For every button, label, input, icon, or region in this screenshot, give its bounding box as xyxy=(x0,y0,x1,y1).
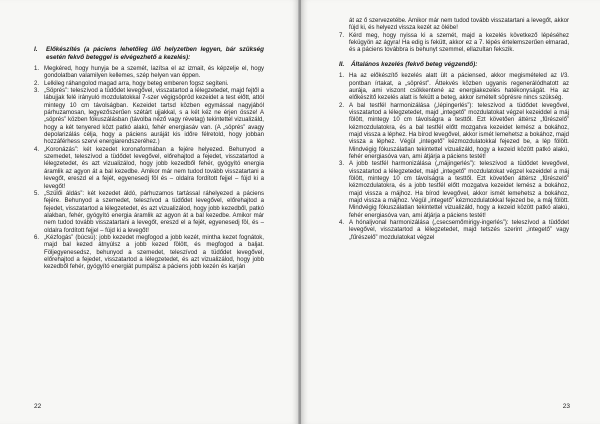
list-item xyxy=(339,103,569,162)
item-text: Lelkileg ráhangolod magad arra, hogy beteg emberen fogsz segíteni. xyxy=(44,80,229,87)
item-text: Megkéred, hogy hunyja be a szemét, lazítsa el az izmait, és képzelje el, hogy gondolatban valamilyen kellemes, szép helyen van éppen. xyxy=(44,66,264,80)
page-number-right: 23 xyxy=(562,403,570,410)
left-step-list xyxy=(34,66,264,272)
item-text: „Szülői áldás”: két kezedet áldó, párhuzamos tartással ráhelyezed a páciens fejére. Behunyod a szemedet, teleszívod a tüdődet levegővel, előrehajtod a fejedet, visszatartod a lélegzetedet, és azt vizualizálod, hogy jobb kezedből, patkó alakban, fehér, gyógyító energia áramlik az agyon át a bal kezedbe. Amikor már nem tudod tovább visszatartani a levegőt, ereszd el a fejét, egyenesedj föl, és – oldalra fordított fejjel – fújd ki a levegőt! xyxy=(44,190,264,234)
item-number: 7. xyxy=(339,32,345,39)
list-item xyxy=(34,66,264,81)
list-item xyxy=(339,161,569,220)
list-item xyxy=(34,191,264,235)
continuation-paragraph: át az ő szervezetébe. Amikor már nem tudod tovább visszatartani a levegőt, akkor fújd ki, és helyezd vissza kezét az ölébe! xyxy=(349,18,569,32)
section-number: I. xyxy=(34,46,38,53)
section-heading-1 xyxy=(34,46,264,61)
item-text: „Kézfogás” (búcsú): jobb kezedet megfogod a jobb kezét, mintha kezet fognátok, majd bal kezed átnyúlsz a jobb kezed fölött, és megfogod a baljat. Följegyenesedsz, behunyod a szemedet, teleszívod a tüdődet levegővel, előrehajtod a fejedet, visszatartod a lélegzetedet, és azt vizualizálod, hogy jobb kezedből fehér, gyógyító energiát pumpálsz a páciens jobb kezén és karján xyxy=(44,234,264,271)
section-title: Előkészítés (a páciens lehetőleg ülő helyzetben legyen, bár szükség esetén fekvő beteggel is elvégezhető a kezelés): xyxy=(46,46,264,61)
item-text: Kérd meg, hogy nyissa ki a szemét, majd a kezelés következő lépéséhez fekügyön az ágyra! Ha edig is fekütt, akkor ez a 7. lépés értelemszerűen elmarad, és a páciens továbbra is behunyt szemmel, ellazultan fekszik. xyxy=(349,32,569,54)
item-number: 1. xyxy=(34,66,40,72)
list-item xyxy=(339,220,569,242)
item-number: 1. xyxy=(339,73,345,80)
item-text: „Koronázás”: két kezedet koronaformában a fejére helyezed. Behunyod a szemedet, teleszívod a tüdődet levegővel, előrehajtod a fejedet, visszatartod a lélegzetedet, és azt vizualizálod, hogy jobb kezedből fehér, gyógyító energia áramlik az agyon át a bal kezedbe. Amikor már nem tudod tovább visszatartani a levegőt, ereszd el a fejét, egyenesedj föl és – oldalra fordított fejjel – fújd ki a levegőt! xyxy=(44,146,264,190)
section-heading-2 xyxy=(339,61,569,69)
item-number: 4. xyxy=(34,146,40,153)
item-text: Ha az előkészítő kezelés alatt ült a páciensed, akkor megismételed az I/3. pontban írtakat, a „söprést”. Áttekvés közben ugyanis regenerálódhatott az aurája, ami viszont csökkentené az energiakezelés hatékonyságát. Ha az előkészítő kezelés alatt is fekütt a beteg, akkor ismételt söprésre nincs szükség. xyxy=(349,73,569,102)
section-title: Általános kezelés (fekvő beteg végzendő): xyxy=(351,60,478,68)
item-number: 2. xyxy=(339,102,345,109)
list-item xyxy=(34,235,264,272)
list-item xyxy=(339,73,569,102)
right-step-list-a xyxy=(339,33,569,55)
item-number: 3. xyxy=(34,88,40,95)
item-text: A jobb testfél harmonizálása („májingerlés”): teleszívod a tüdődet levegővel, visszatartod a lélegzetedet, majd „integető” mozdulatokat végzel kezeiddel a máj fölött, mintegy 10 cm távolságra a testtől. Ezt követően áttérsz „fűrészelő” kézmozdulatokra, és a jobb testfél előtt mozgatva kezeidet lemész a bokához, majd vissza a májhoz. Ha bírod levegővel, akkor ismét lemehetsz a bokához, majd vissza a májhoz. Végül „integető” kézmozdulatokkal fejezed be, a máj fölött. Mindvégig fókuszálatlan tekintettel vizualizáld, hogy a kezeid között patkó alakú, fehér energiasóva van, ami átjárja a páciens testét! xyxy=(349,161,569,219)
item-number: 3. xyxy=(339,161,345,168)
left-page xyxy=(0,0,299,424)
list-item xyxy=(34,81,264,88)
section-number: II. xyxy=(339,60,345,68)
item-number: 4. xyxy=(339,220,345,227)
list-item xyxy=(34,88,264,147)
item-number: 6. xyxy=(34,234,40,241)
list-item xyxy=(34,147,264,191)
item-number: 2. xyxy=(34,80,40,87)
left-text-column xyxy=(34,46,264,272)
item-text: A bal testfél harmonizálása („lépingerlés”): teleszívod a tüdődet levegővel, visszatartod a lélegzetedet, majd „integető” mozdulatokat végzel kezeiddel a máj fölött, mintegy 10 cm távolságra a testtől. Ezt követően áttérsz „fűrészelő” kézmozdulatokra, és a bal testfél előtt mozgatva kezeidet lemész a bokához, majd vissza a léphez. Ha bírod levegővel, akkor ismét lemehetsz a bokához, majd vissza a léphez. Végül „integető” kézmozdulatokkal fejezed be, a lép fölött. Mindvégig fókuszálatlan tekintettel vizualizáld, hogy a kezeid között patkó alakú, fehér energiasóva van, ami átjárja a páciens testét! xyxy=(349,102,569,160)
list-item xyxy=(339,33,569,55)
right-page xyxy=(301,0,600,424)
item-text: „Söprés”: teleszívod a tüdődet levegővel, visszatartod a lélegzetedet, majd fejtől a lábujjak felé irányuló mozdulatokkal 7-szer végigsöpröd kezeidet a test előtt, attól mintegy 10 cm távolságban. Kezeidet tartsd közben egymással nagyjából párhuzamosan, legyezőszerűen szétárt ujjakkal, s a két kéz ne érjen össze! A „söprés” közben fókuszálásban (távolba néző vagy révetag) tekintettel vizualizáld, hogy a két tenyered közt patkó alakú, fehér energiasáv van. (A „söprés” avagy depolarizálás célja, hogy a páciens auráját kis időre félretold, hogy jobban hozzáférhess szervi energiarendszeréhez.) xyxy=(44,88,264,146)
page-number-left: 22 xyxy=(34,403,42,410)
item-number: 5. xyxy=(34,190,40,197)
item-text: A hónaljvonal harmonizálása („csecsemőmirigy-ingerlés”): teleszívod a tüdődet levegővel, visszatartod a lélegzetedet, majd tetszés szerint „integető” vagy „fűrészelő” mozdulatokat végzel xyxy=(349,220,569,241)
right-text-column xyxy=(339,18,569,242)
right-step-list-b xyxy=(339,73,569,242)
